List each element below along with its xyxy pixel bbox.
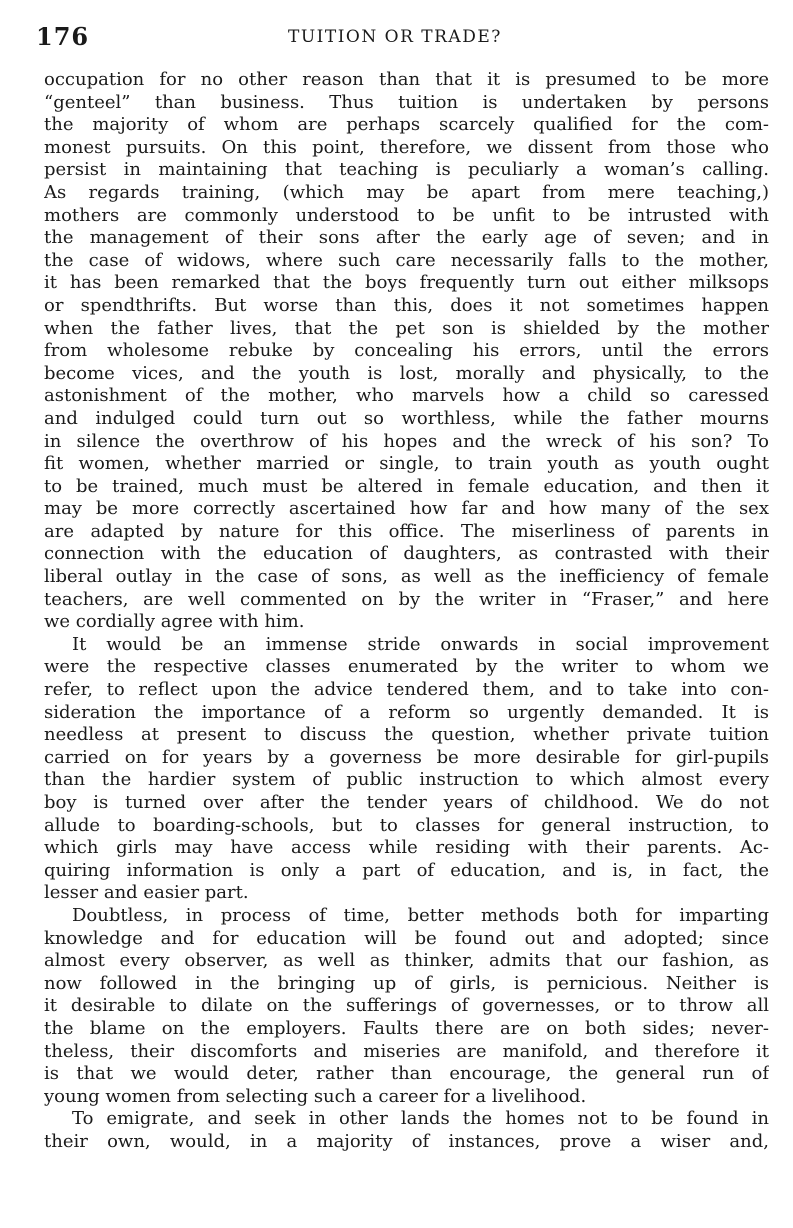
text-line: As regards training, (which may be apart from mere teaching,) <box>44 181 769 203</box>
text-line: than the hardier system of public instruction to which almost every <box>44 769 769 791</box>
text-line: when the father lives, that the pet son is shielded by the mother <box>44 317 769 339</box>
text-line: the majority of whom are perhaps scarcely qualified for the com- <box>44 114 769 136</box>
text-line: It would be an immense stride onwards in social improvement <box>72 633 769 655</box>
text-line: which girls may have access while residing with their parents. Ac- <box>44 837 769 859</box>
text-line: teachers, are well commented on by the writer in “Fraser,” and here <box>44 588 769 610</box>
text-line: almost every observer, as well as thinker, admits that our fashion, as <box>44 950 769 972</box>
running-title: TUITION OR TRADE? <box>288 27 502 47</box>
text-line: knowledge and for education will be found out and adopted; since <box>44 927 769 949</box>
text-line: in silence the overthrow of his hopes and the wreck of his son? To <box>44 430 769 452</box>
text-line: boy is turned over after the tender years of childhood. We do not <box>44 792 769 813</box>
text-line: allude to boarding-schools, but to classes for general instruction, to <box>44 814 769 836</box>
body-text <box>44 69 769 1154</box>
text-line: refer, to reflect upon the advice tendered them, and to take into con- <box>44 679 769 701</box>
page-number: 176 <box>36 22 90 51</box>
text-line: to be trained, much must be altered in female education, and then it <box>44 475 769 497</box>
text-line: astonishment of the mother, who marvels how a child so caressed <box>44 385 769 407</box>
text-line: become vices, and the youth is lost, morally and physically, to the <box>44 362 769 384</box>
text-line: fit women, whether married or single, to train youth as youth ought <box>44 453 769 475</box>
text-line: the management of their sons after the early age of seven; and in <box>44 227 769 249</box>
text-line: from wholesome rebuke by concealing his errors, until the errors <box>44 340 769 362</box>
text-line: young women from selecting such a career for a livelihood. <box>44 1085 587 1107</box>
text-line: we cordially agree with him. <box>44 611 305 633</box>
text-line: it desirable to dilate on the sufferings of governesses, or to throw all <box>44 995 769 1017</box>
text-line: their own, would, in a majority of instances, prove a wiser and, <box>44 1130 769 1152</box>
text-line: monest pursuits. On this point, therefore, we dissent from those who <box>44 136 769 158</box>
text-line: sideration the importance of a reform so urgently demanded. It is <box>44 701 769 723</box>
running-head <box>36 22 756 56</box>
text-line: theless, their discomforts and miseries are manifold, and therefore it <box>44 1040 769 1062</box>
text-line: or spendthrifts. But worse than this, does it not sometimes happen <box>44 294 769 316</box>
text-line: persist in maintaining that teaching is peculiarly a woman’s calling. <box>44 159 769 181</box>
text-line: are adapted by nature for this office. The miserliness of parents in <box>44 520 769 542</box>
text-line: quiring information is only a part of education, and is, in fact, the <box>44 859 769 881</box>
text-line: now followed in the bringing up of girls, is pernicious. Neither is <box>44 972 769 994</box>
text-line: Doubtless, in process of time, better methods both for imparting <box>72 904 769 926</box>
text-line: connection with the education of daughters, as contrasted with their <box>44 543 769 565</box>
text-line: mothers are commonly understood to be unfit to be intrusted with <box>44 204 769 226</box>
text-line: the blame on the employers. Faults there are on both sides; never- <box>44 1017 769 1039</box>
text-line: “genteel” than business. Thus tuition is undertaken by persons <box>44 91 769 113</box>
text-line: were the respective classes enumerated by the writer to whom we <box>44 656 769 678</box>
text-line: needless at present to discuss the question, whether private tuition <box>44 724 769 746</box>
text-line: liberal outlay in the case of sons, as well as the inefficiency of female <box>44 566 769 588</box>
text-line: carried on for years by a governess be more desirable for girl-pupils <box>44 746 769 768</box>
text-line: occupation for no other reason than that it is presumed to be more <box>44 69 769 90</box>
text-line: lesser and easier part. <box>44 882 249 904</box>
text-line: To emigrate, and seek in other lands the homes not to be found in <box>72 1108 769 1130</box>
text-line: it has been remarked that the boys frequently turn out either milksops <box>44 272 769 294</box>
text-line: the case of widows, where such care necessarily falls to the mother, <box>44 249 769 271</box>
text-line: may be more correctly ascertained how far and how many of the sex <box>44 498 769 520</box>
text-line: is that we would deter, rather than encourage, the general run of <box>44 1063 769 1085</box>
text-line: and indulged could turn out so worthless, while the father mourns <box>44 407 769 429</box>
